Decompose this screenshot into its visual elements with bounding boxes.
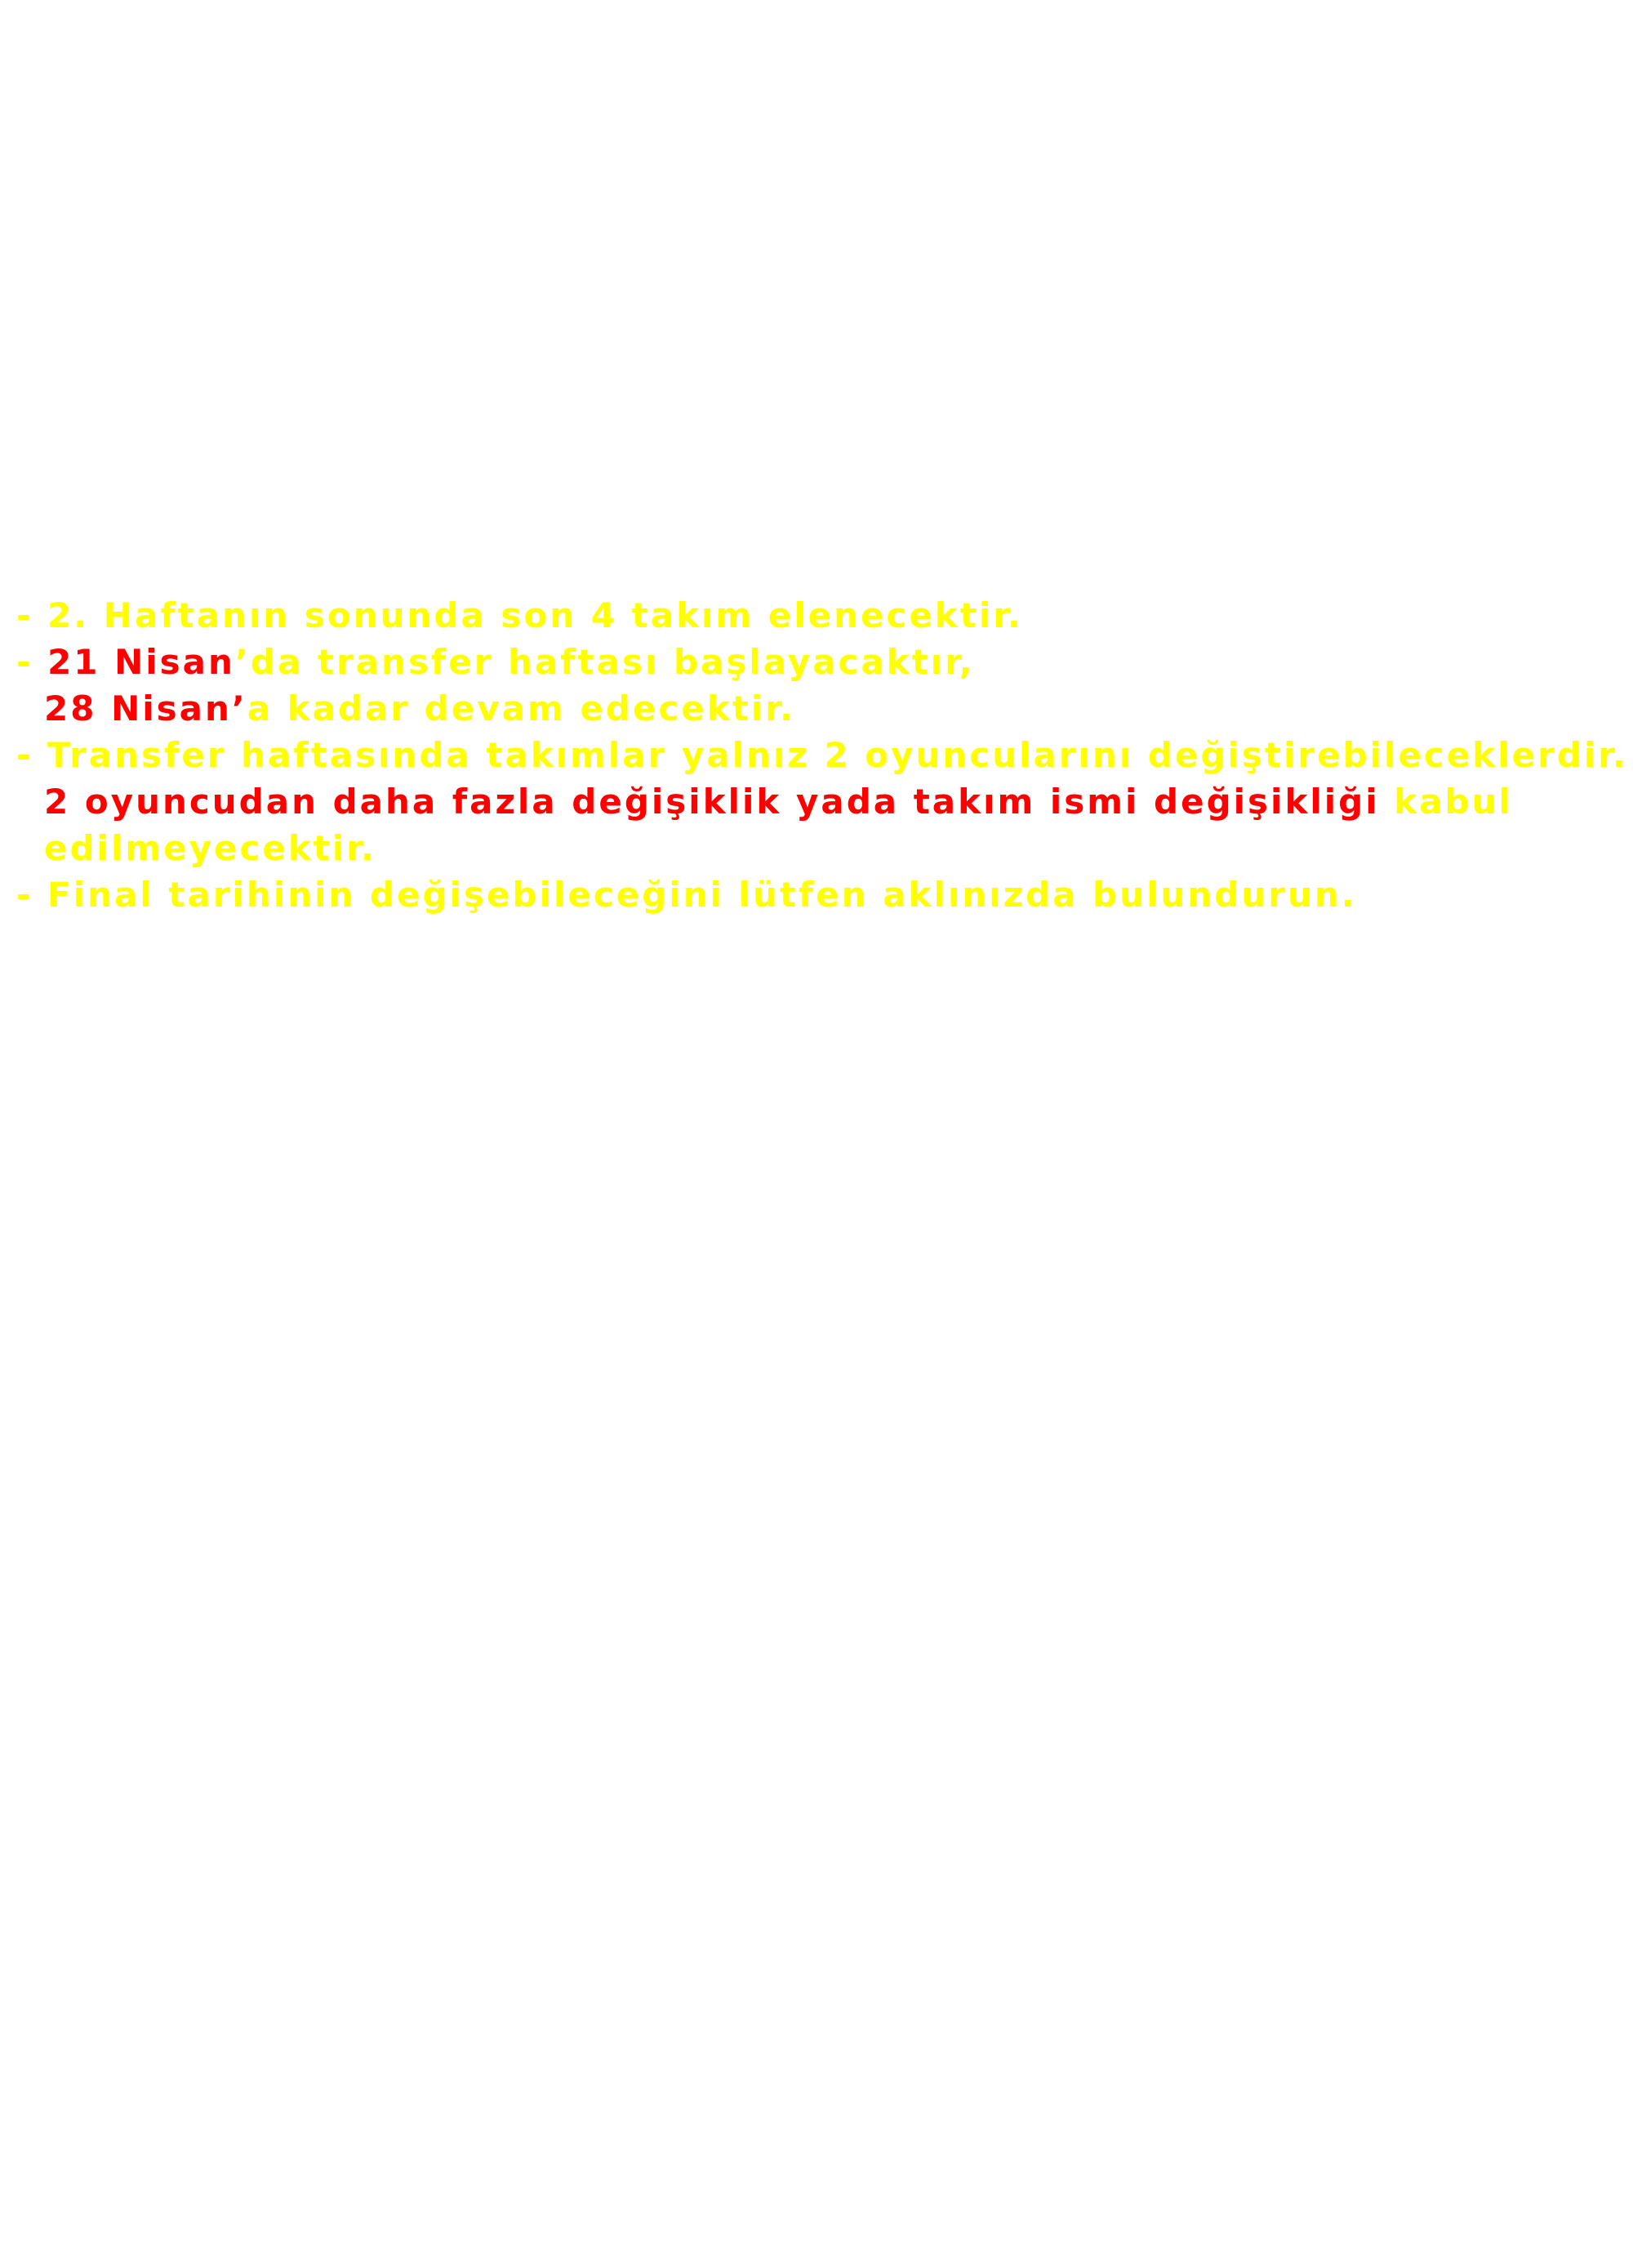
rule-change-warning — [16, 778, 1617, 825]
rules-list — [16, 592, 1628, 918]
rule-transfer-end — [16, 685, 1617, 732]
rule-final-date: - Final tarihinin değişebileceğini lütfen aklınızda bulundurun. — [16, 875, 1357, 915]
rule-change-warning-continued: edilmeyecektir. — [44, 828, 376, 868]
transfer-end-text: a kadar devam edecektir. — [247, 688, 795, 729]
change-warning-text: kabul — [1379, 782, 1513, 822]
transfer-end-date: 28 Nisan’ — [44, 688, 247, 729]
rule-elimination: - 2. Haftanın sonunda son 4 takım elenecektir. — [16, 595, 1024, 635]
transfer-start-date: 21 Nisan — [47, 642, 235, 682]
transfer-start-text: ’da transfer haftası başlayacaktır, — [234, 642, 975, 682]
change-warning-highlight: 2 oyuncudan daha fazla değişiklik yada takım ismi değişikliği — [44, 782, 1380, 822]
rule-player-limit: - Transfer haftasında takımlar yalnız 2 oyuncularını değiştirebileceklerdir. — [16, 735, 1628, 775]
rule-transfer-start — [16, 639, 1617, 685]
rule-dash: - — [16, 642, 48, 682]
